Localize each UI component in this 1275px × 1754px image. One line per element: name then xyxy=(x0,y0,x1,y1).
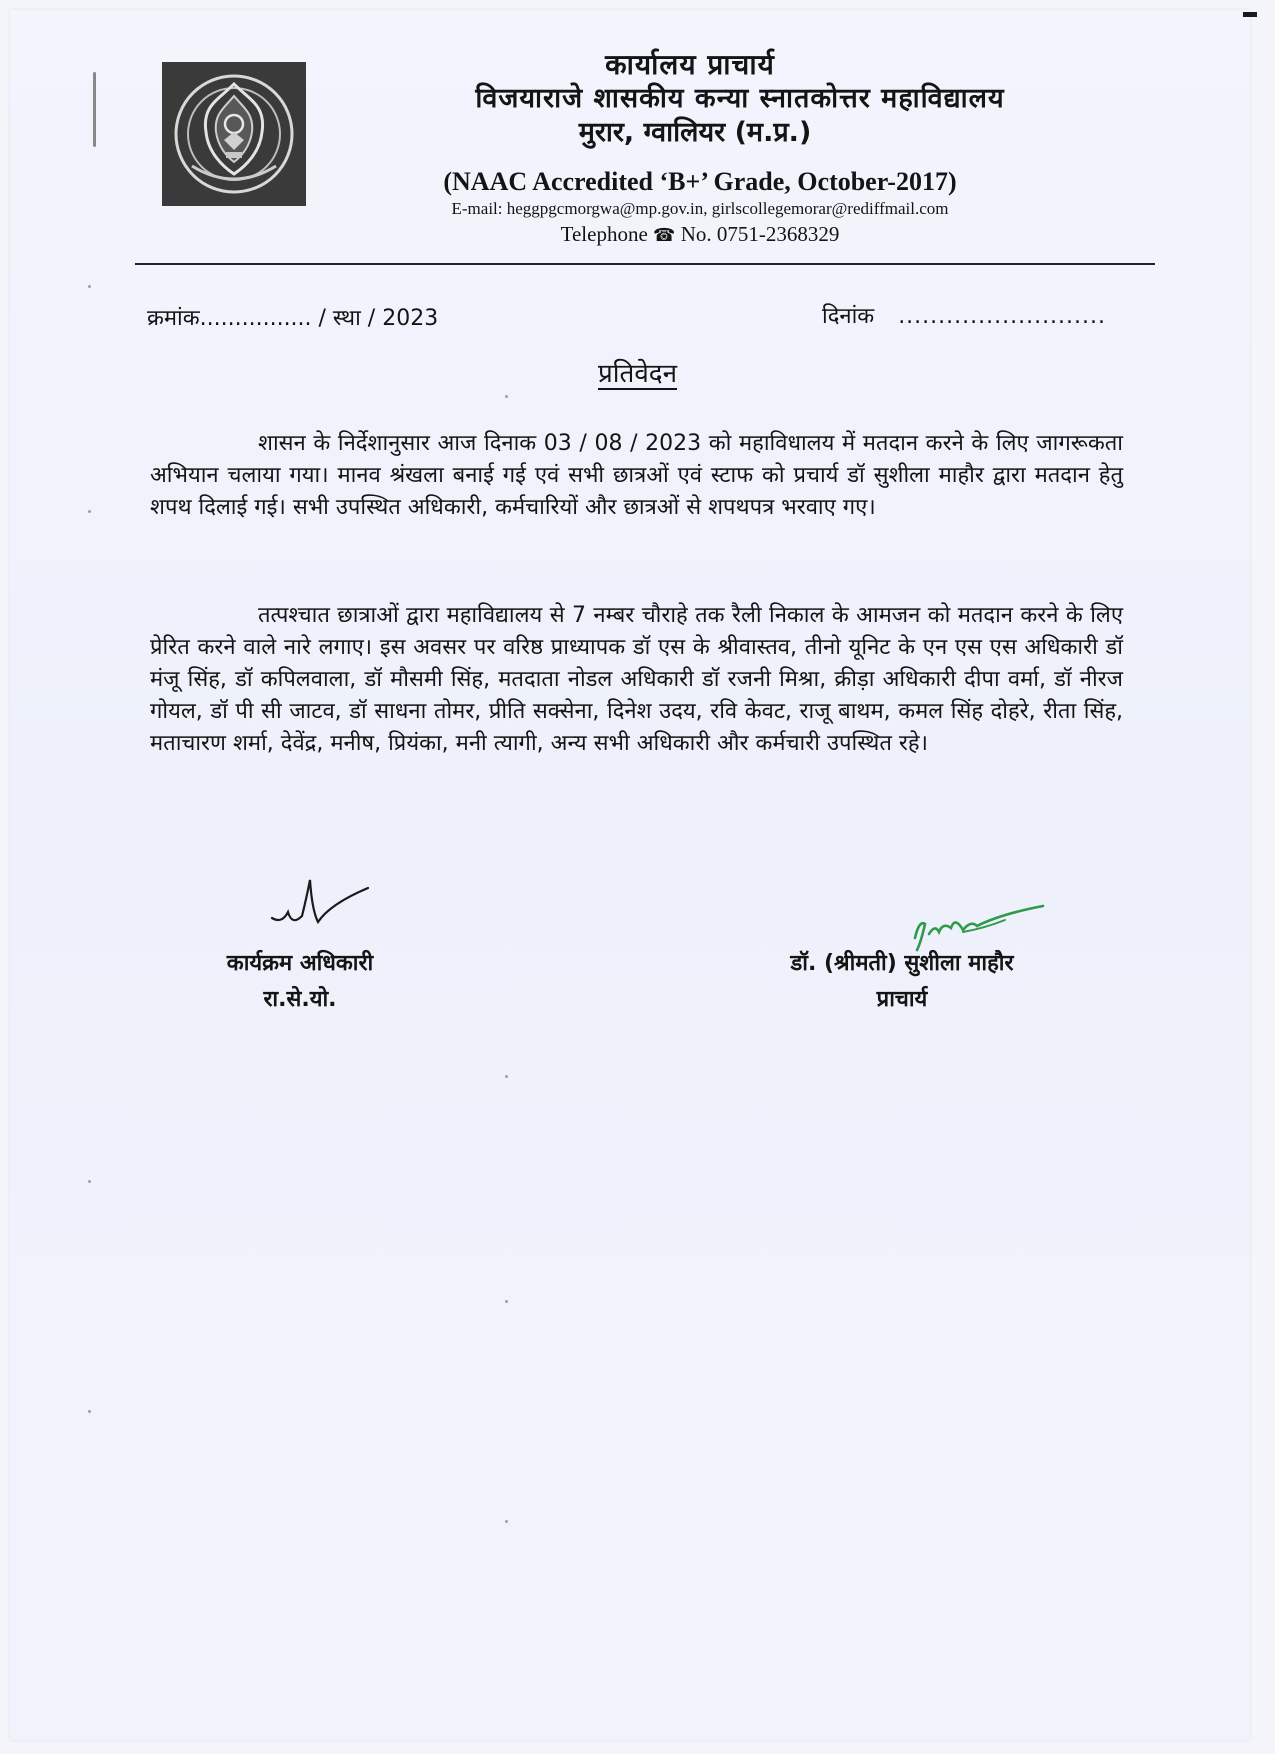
college-location: मुरार, ग्वालियर (म.प्र.) xyxy=(578,117,812,148)
naac-accreditation: (NAAC Accredited ‘B+’ Grade, October-2017) xyxy=(443,167,957,196)
report-title-text: प्रतिवेदन xyxy=(597,359,678,389)
document-page xyxy=(10,10,1250,1740)
office-title: कार्यालय प्राचार्य xyxy=(605,48,775,81)
telephone-number: No. 0751-2368329 xyxy=(680,222,840,246)
scan-speck xyxy=(88,1180,91,1183)
program-officer-designation: कार्यक्रम अधिकारी xyxy=(226,951,374,976)
date-label: दिनांक xyxy=(822,304,875,329)
principal-name: डॉ. (श्रीमती) सुशीला माहौर xyxy=(790,951,1014,976)
staple-mark xyxy=(93,72,96,147)
report-title xyxy=(0,354,1275,390)
scan-speck xyxy=(505,395,508,398)
date-field xyxy=(822,300,1106,330)
letterhead xyxy=(330,48,1150,250)
scan-speck xyxy=(88,510,91,513)
college-name: विजयाराजे शासकीय कन्या स्नातकोत्तर महाविद्यालय xyxy=(475,83,1005,114)
program-officer-block xyxy=(195,946,405,1018)
scan-speck xyxy=(88,1410,91,1413)
scan-speck xyxy=(505,1300,508,1303)
reference-number: क्रमांक................ / स्था / 2023 xyxy=(147,306,439,331)
date-value: .......................... xyxy=(898,304,1107,329)
scan-edge-mark xyxy=(1243,12,1257,17)
telephone-line xyxy=(250,220,1150,250)
principal-designation: प्राचार्य xyxy=(876,987,928,1012)
program-officer-unit: रा.से.यो. xyxy=(263,987,337,1012)
scan-speck xyxy=(505,1520,508,1523)
telephone-label: Telephone xyxy=(560,222,648,246)
email-line: E-mail: heggpgcmorgwa@mp.gov.in, girlscollegemorar@rediffmail.com xyxy=(451,199,949,218)
header-divider xyxy=(135,263,1155,265)
program-officer-signature xyxy=(270,860,380,940)
body-paragraph-2: तत्पश्चात छात्राओं द्वारा महाविद्यालय से 7 नम्बर चौराहे तक रैली निकाल के आमजन को मतदान करने के लिए प्रेरित करने वाले नारे लगाए। इस अवसर पर वरिष्ठ प्राध्यापक डॉ एस के श्रीवास्तव, तीनो यूनिट के एन एस एस अधिकारी डॉ मंजू सिंह, डॉ कपिलवाला, डॉ मौसमी सिंह, मतदाता नोडल अधिकारी डॉ रजनी मिश्रा, क्रीड़ा अधिकारी दीपा वर्मा, डॉ नीरज गोयल, डॉ पी सी जाटव, डॉ साधना तोमर, प्रीति सक्सेना, दिनेश उदय, रवि केवट, राजू बाथम, कमल सिंह दोहरे, रीता सिंह, मताचारण शर्मा, देवेंद्र, मनीष, प्रियंका, मनी त्यागी, अन्य सभी अधिकारी और कर्मचारी उपस्थित रहे। xyxy=(150,603,1123,756)
telephone-icon: ☎ xyxy=(653,225,676,246)
principal-block xyxy=(752,946,1052,1018)
scan-speck xyxy=(505,1075,508,1078)
scan-speck xyxy=(88,285,91,288)
body-paragraph-1: शासन के निर्देशानुसार आज दिनाक 03 / 08 / 2023 को महाविधालय में मतदान करने के लिए जागरूकता अभियान चलाया गया। मानव श्रंखला बनाई गई एवं सभी छात्रओं एवं स्टाफ को प्रचार्य डॉ सुशीला माहौर द्वारा मतदान हेतु शपथ दिलाई गई। सभी उपस्थित अधिकारी, कर्मचारियों और छात्रओं से शपथपत्र भरवाए गए। xyxy=(150,431,1123,520)
